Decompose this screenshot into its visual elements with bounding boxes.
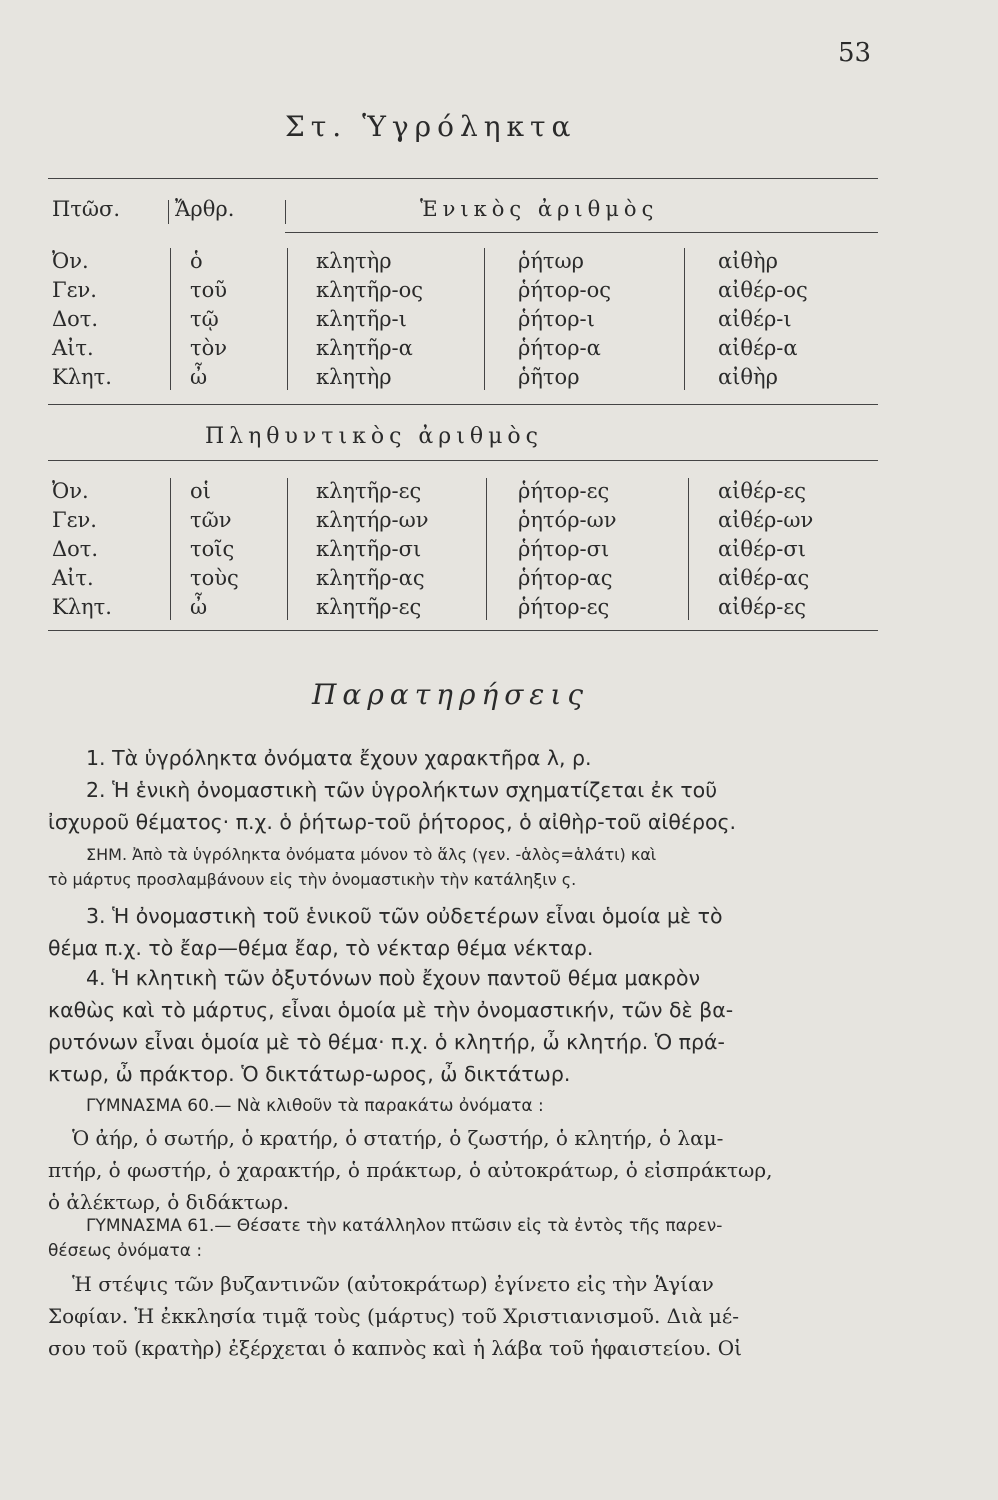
table-cell-b: ῥήτορ-ι	[518, 307, 595, 331]
column-separator	[170, 478, 171, 620]
table-cell-a: κλητὴρ	[316, 365, 392, 389]
table-cell-case: Ὀν.	[52, 249, 89, 273]
table-cell-c: αἰθέρ-ας	[718, 566, 810, 590]
exercise-line: πτήρ, ὁ φωστήρ, ὁ χαρακτήρ, ὁ πράκτωρ, ὁ αὐτοκράτωρ, ὁ εἰσπράκτωρ,	[48, 1158, 773, 1182]
plural-top-rule	[48, 460, 878, 461]
table-cell-c: αἰθέρ-α	[718, 336, 798, 360]
table-cell-c: αἰθὴρ	[718, 249, 778, 273]
table-cell-b: ῥήτορ-σι	[518, 537, 610, 561]
exercise-60-body	[48, 1122, 888, 1218]
exercise-line: Σοφίαν. Ἡ ἐκκλησία τιμᾷ τοὺς (μάρτυς) τοῦ Χριστιανισμοῦ. Διὰ μέ-	[48, 1304, 739, 1328]
table-cell-a: κλητῆρ-ας	[316, 566, 425, 590]
note-line: ἰσχυροῦ θέματος· π.χ. ὁ ῥήτωρ-τοῦ ῥήτορος, ὁ αἰθὴρ-τοῦ αἰθέρος.	[48, 810, 737, 834]
exercise-heading: θέσεως ὀνόματα :	[48, 1241, 203, 1261]
table-cell-a: κλητῆρ-ες	[316, 479, 422, 503]
header-singular: Ἑνικὸς ἀριθμὸς	[420, 197, 659, 221]
note-line: 1. Τὰ ὑγρόληκτα ὀνόματα ἔχουν χαρακτῆρα λ, ρ.	[86, 746, 592, 770]
exercise-61-heading	[48, 1214, 888, 1264]
table-cell-case: Αἰτ.	[52, 336, 94, 360]
table-bottom-rule	[48, 630, 878, 631]
table-cell-article: τοὺς	[190, 566, 239, 590]
table-cell-a: κλητῆρ-ες	[316, 595, 422, 619]
table-cell-article: τῶν	[190, 508, 232, 532]
exercise-line: ὁ ἀλέκτωρ, ὁ διδάκτωρ.	[48, 1190, 290, 1214]
table-cell-case: Γεν.	[52, 508, 97, 532]
note-line: 4. Ἡ κλητικὴ τῶν ὀξυτόνων ποὺ ἔχουν παντοῦ θέμα μακρὸν	[86, 966, 701, 990]
table-cell-article: τοῖς	[190, 537, 235, 561]
table-cell-b: ῥήτορ-ος	[518, 278, 612, 302]
table-cell-a: κλητῆρ-ι	[316, 307, 407, 331]
exercise-61-body	[48, 1268, 888, 1364]
table-cell-b: ῥήτορ-ες	[518, 479, 610, 503]
table-cell-b: ῥήτωρ	[518, 249, 585, 273]
shm-note	[48, 842, 888, 892]
column-separator	[684, 248, 685, 390]
header-case: Πτῶσ.	[52, 197, 121, 221]
table-cell-a: κλητῆρ-σι	[316, 537, 422, 561]
table-cell-article: ὦ	[190, 595, 208, 619]
page-number: 53	[838, 38, 872, 68]
table-cell-c: αἰθέρ-ων	[718, 508, 814, 532]
exercise-line: σου τοῦ (κρατὴρ) ἐξέρχεται ὁ καπνὸς καὶ ἡ λάβα τοῦ ἡφαιστείου. Οἱ	[48, 1336, 742, 1360]
table-cell-b: ῥῆτορ	[518, 365, 580, 389]
table-cell-a: κλητῆρ-ος	[316, 278, 424, 302]
table-cell-c: αἰθέρ-ες	[718, 595, 807, 619]
table-cell-article: οἱ	[190, 479, 211, 503]
table-cell-a: κλητὴρ	[316, 249, 392, 273]
table-cell-b: ῥήτορ-ας	[518, 566, 613, 590]
table-cell-b: ῥήτορ-α	[518, 336, 601, 360]
table-cell-case: Κλητ.	[52, 365, 112, 389]
note-line: 2. Ἡ ἑνικὴ ὀνομαστικὴ τῶν ὑγρολήκτων σχηματίζεται ἐκ τοῦ	[86, 778, 718, 802]
column-separator	[484, 248, 485, 390]
table-cell-article: τοῦ	[190, 278, 228, 302]
table-cell-c: αἰθέρ-ες	[718, 479, 807, 503]
note-line: ρυτόνων εἶναι ὁμοία μὲ τὸ θέμα· π.χ. ὁ κλητήρ, ὦ κλητήρ. Ὁ πρά-	[48, 1030, 725, 1054]
table-top-rule	[48, 178, 878, 179]
table-cell-case: Δοτ.	[52, 537, 99, 561]
exercise-60-heading	[48, 1094, 888, 1119]
note-3	[48, 900, 888, 964]
table-cell-article: ὦ	[190, 365, 208, 389]
table-cell-case: Κλητ.	[52, 595, 112, 619]
observations-title: Παρατηρήσεις	[312, 678, 589, 711]
table-cell-b: ῥητόρ-ων	[518, 508, 617, 532]
table-cell-case: Δοτ.	[52, 307, 99, 331]
exercise-heading: ΓΥΜΝΑΣΜΑ 61.— Θέσατε τὴν κατάλληλον πτῶσιν εἰς τὰ ἐντὸς τῆς παρεν-	[86, 1216, 723, 1236]
exercise-line: Ἡ στέψις τῶν βυζαντινῶν (αὐτοκράτωρ) ἐγίνετο εἰς τὴν Ἁγίαν	[72, 1272, 714, 1296]
column-separator	[287, 478, 288, 620]
note-4	[48, 962, 888, 1090]
table-cell-article: ὁ	[190, 249, 203, 273]
table-cell-article: τὸν	[190, 336, 228, 360]
exercise-line: Ὁ ἀήρ, ὁ σωτήρ, ὁ κρατήρ, ὁ στατήρ, ὁ ζωστήρ, ὁ κλητήρ, ὁ λαμ-	[72, 1126, 724, 1150]
header-article: Ἄρθρ.	[175, 197, 235, 221]
note-line: θέμα π.χ. τὸ ἔαρ—θέμα ἔαρ, τὸ νέκταρ θέμα νέκταρ.	[48, 936, 594, 960]
note-line: κτωρ, ὦ πράκτορ. Ὁ δικτάτωρ-ωρος, ὦ δικτάτωρ.	[48, 1062, 571, 1086]
table-cell-case: Αἰτ.	[52, 566, 94, 590]
header-separator	[285, 200, 286, 224]
table-cell-c: αἰθέρ-ος	[718, 278, 808, 302]
column-separator	[287, 248, 288, 390]
table-cell-case: Ὀν.	[52, 479, 89, 503]
column-separator	[688, 478, 689, 620]
notes-1-2	[48, 742, 888, 838]
section-title: Στ. Ὑγρόληκτα	[285, 110, 577, 143]
table-cell-c: αἰθέρ-σι	[718, 537, 806, 561]
table-cell-a: κλητῆρ-α	[316, 336, 413, 360]
column-separator	[486, 478, 487, 620]
singular-bottom-rule	[48, 404, 878, 405]
shm-line: τὸ μάρτυς προσλαμβάνουν εἰς τὴν ὀνομαστικὴν τὴν κατάληξιν ς.	[48, 870, 577, 889]
plural-heading: Πληθυντικὸς ἀριθμὸς	[205, 424, 543, 449]
note-line: καθὼς καὶ τὸ μάρτυς, εἶναι ὁμοία μὲ τὴν ὀνομαστικήν, τῶν δὲ βα-	[48, 998, 734, 1022]
header-rule	[285, 232, 878, 233]
table-cell-c: αἰθέρ-ι	[718, 307, 792, 331]
table-cell-a: κλητήρ-ων	[316, 508, 429, 532]
table-cell-c: αἰθὴρ	[718, 365, 778, 389]
shm-line: ΣΗΜ. Ἀπὸ τὰ ὑγρόληκτα ὀνόματα μόνον τὸ ἅλς (γεν. -ἁλὸς=ἁλάτι) καὶ	[86, 845, 657, 864]
table-cell-b: ῥήτορ-ες	[518, 595, 610, 619]
exercise-heading: ΓΥΜΝΑΣΜΑ 60.— Νὰ κλιθοῦν τὰ παρακάτω ὀνόματα :	[86, 1096, 544, 1116]
note-line: 3. Ἡ ὀνομαστικὴ τοῦ ἑνικοῦ τῶν οὐδετέρων εἶναι ὁμοία μὲ τὸ	[86, 904, 723, 928]
header-separator	[168, 200, 169, 224]
table-cell-article: τῷ	[190, 307, 219, 331]
column-separator	[170, 248, 171, 390]
table-cell-case: Γεν.	[52, 278, 97, 302]
